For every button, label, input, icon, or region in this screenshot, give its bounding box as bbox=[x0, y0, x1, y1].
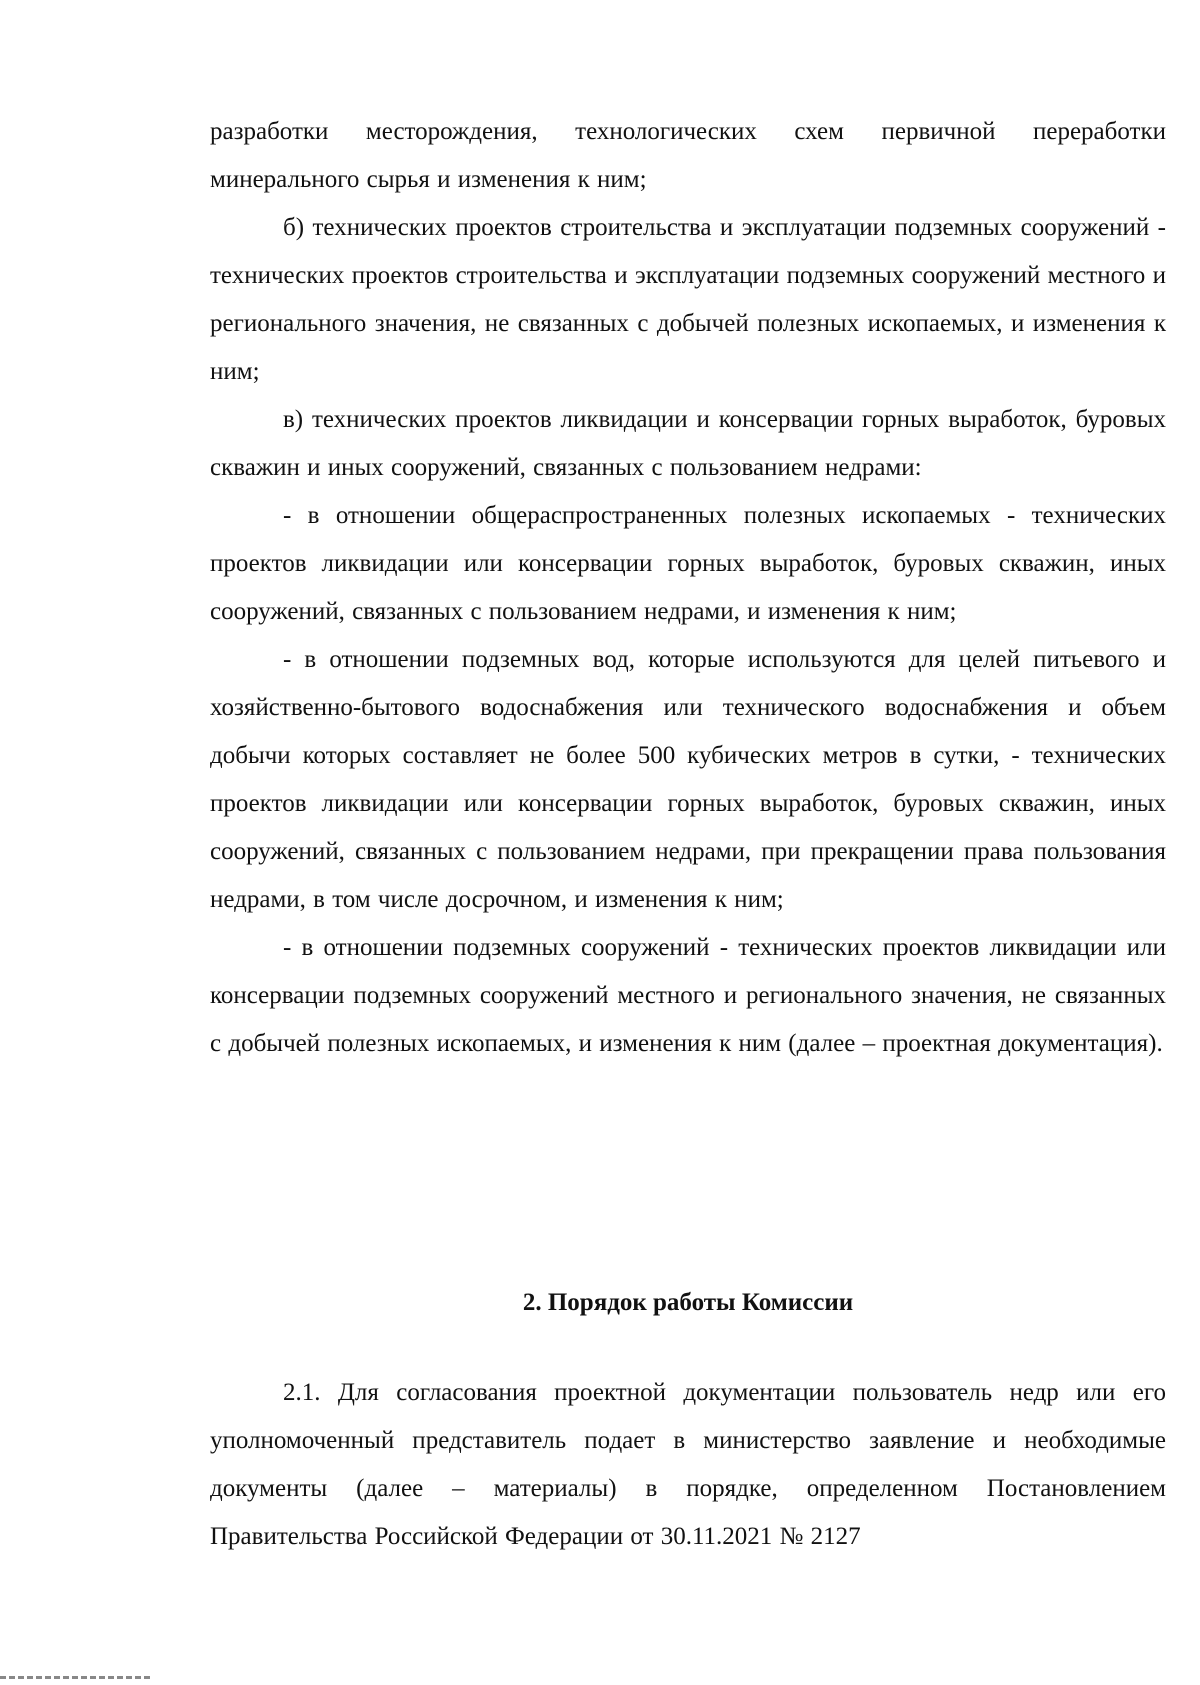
paragraph-item-b: б) технических проектов строительства и эксплуатации подземных сооружений - технических проектов строительства и эксплуатации подземных сооружений местного и регионального значения, не связанных с добычей полезных ископаемых, и изменения к ним; bbox=[210, 214, 1166, 385]
scan-edge-mark bbox=[0, 1676, 150, 1679]
document-body-top bbox=[210, 108, 1166, 1068]
section-heading: 2. Порядок работы Комиссии bbox=[522, 1289, 854, 1316]
document-body-bottom bbox=[210, 1369, 1166, 1561]
paragraph-2-1: 2.1. Для согласования проектной документации пользователь недр или его уполномоченный представитель подает в министерство заявление и необходимые документы (далее – материалы) в порядке, определенном Постановлением Правительства Российской Федерации от 30.11.2021 № 2127 bbox=[210, 1379, 1166, 1550]
paragraph-item-v: в) технических проектов ликвидации и консервации горных выработок, буровых скважин и иных сооружений, связанных с пользованием недрами: bbox=[210, 406, 1166, 481]
paragraph-dash-groundwater: - в отношении подземных вод, которые используются для целей питьевого и хозяйственно-бытового водоснабжения или технического водоснабжения и объем добычи которых составляет не более 500 кубических метров в сутки, - технических проектов ликвидации или консервации горных выработок, буровых скважин, иных сооружений, связанных с пользованием недрами, при прекращении права пользования недрами, в том числе досрочном, и изменения к ним; bbox=[210, 646, 1166, 913]
paragraph-dash-underground-structures: - в отношении подземных сооружений - технических проектов ликвидации или консервации подземных сооружений местного и регионального значения, не связанных с добычей полезных ископаемых, и изменения к ним (далее – проектная документация). bbox=[210, 934, 1166, 1057]
paragraph-dash-common-minerals: - в отношении общераспространенных полезных ископаемых - технических проектов ликвидации или консервации горных выработок, буровых скважин, иных сооружений, связанных с пользованием недрами, и изменения к ним; bbox=[210, 502, 1166, 625]
paragraph-continuation: разработки месторождения, технологических схем первичной переработки минерального сырья и изменения к ним; bbox=[210, 118, 1166, 193]
